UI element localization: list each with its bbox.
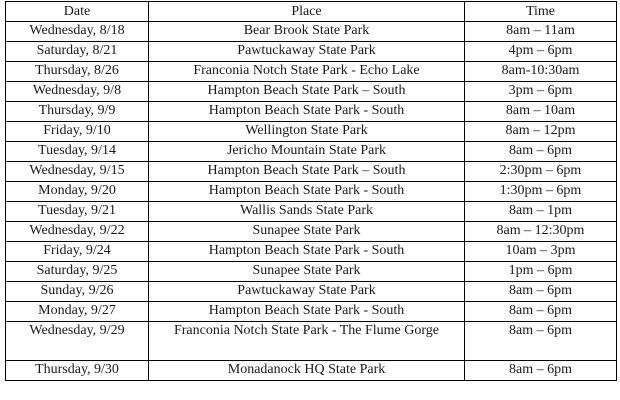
table-row [6,361,617,381]
header-row [6,2,617,22]
cell-time: 8am-10:30am [465,62,617,82]
cell-time: 2:30pm – 6pm [465,162,617,182]
cell-time: 8am – 6pm [465,302,617,322]
table-row [6,242,617,262]
header-time: Time [465,2,617,22]
table-header [6,2,617,22]
cell-time: 10am – 3pm [465,242,617,262]
cell-time: 8am – 11am [465,22,617,42]
cell-time: 3pm – 6pm [465,82,617,102]
table-row [6,162,617,182]
schedule-table [5,1,617,381]
cell-date: Sunday, 9/26 [6,282,149,302]
cell-time: 8am – 10am [465,102,617,122]
table-row [6,82,617,102]
table-row [6,142,617,162]
cell-time: 4pm – 6pm [465,42,617,62]
cell-place: Hampton Beach State Park – South [149,82,465,102]
cell-time: 8am – 6pm [465,142,617,162]
table-row [6,202,617,222]
cell-date: Monday, 9/27 [6,302,149,322]
cell-place: Wallis Sands State Park [149,202,465,222]
header-place: Place [149,2,465,22]
cell-date: Tuesday, 9/21 [6,202,149,222]
table-row [6,222,617,242]
cell-place: Monadanock HQ State Park [149,361,465,381]
table-row [6,302,617,322]
cell-place: Hampton Beach State Park - South [149,182,465,202]
cell-place: Franconia Notch State Park - The Flume Gorge [149,322,465,361]
cell-date: Thursday, 9/30 [6,361,149,381]
table-row [6,62,617,82]
cell-place: Hampton Beach State Park - South [149,302,465,322]
table-row [6,122,617,142]
cell-place: Hampton Beach State Park – South [149,162,465,182]
cell-place: Hampton Beach State Park - South [149,102,465,122]
table-row [6,262,617,282]
cell-time: 8am – 6pm [465,282,617,302]
cell-date: Friday, 9/24 [6,242,149,262]
cell-date: Wednesday, 9/22 [6,222,149,242]
cell-date: Thursday, 8/26 [6,62,149,82]
cell-time: 8am – 6pm [465,322,617,361]
cell-place: Sunapee State Park [149,222,465,242]
header-date: Date [6,2,149,22]
cell-place: Bear Brook State Park [149,22,465,42]
table-row [6,322,617,361]
table-row [6,42,617,62]
table-body [6,22,617,381]
cell-time: 8am – 12:30pm [465,222,617,242]
cell-place: Hampton Beach State Park - South [149,242,465,262]
cell-date: Wednesday, 9/29 [6,322,149,361]
cell-time: 8am – 6pm [465,361,617,381]
cell-time: 1:30pm – 6pm [465,182,617,202]
cell-date: Friday, 9/10 [6,122,149,142]
table-row [6,282,617,302]
cell-time: 8am – 12pm [465,122,617,142]
table-row [6,102,617,122]
table-row [6,22,617,42]
cell-place: Sunapee State Park [149,262,465,282]
cell-place: Franconia Notch State Park - Echo Lake [149,62,465,82]
cell-date: Wednesday, 9/15 [6,162,149,182]
cell-date: Wednesday, 8/18 [6,22,149,42]
table-row [6,182,617,202]
cell-date: Thursday, 9/9 [6,102,149,122]
cell-place: Pawtuckaway State Park [149,282,465,302]
cell-time: 1pm – 6pm [465,262,617,282]
cell-date: Wednesday, 9/8 [6,82,149,102]
cell-date: Monday, 9/20 [6,182,149,202]
cell-place: Wellington State Park [149,122,465,142]
cell-date: Saturday, 8/21 [6,42,149,62]
cell-time: 8am – 1pm [465,202,617,222]
cell-place: Pawtuckaway State Park [149,42,465,62]
cell-date: Saturday, 9/25 [6,262,149,282]
cell-place: Jericho Mountain State Park [149,142,465,162]
cell-date: Tuesday, 9/14 [6,142,149,162]
